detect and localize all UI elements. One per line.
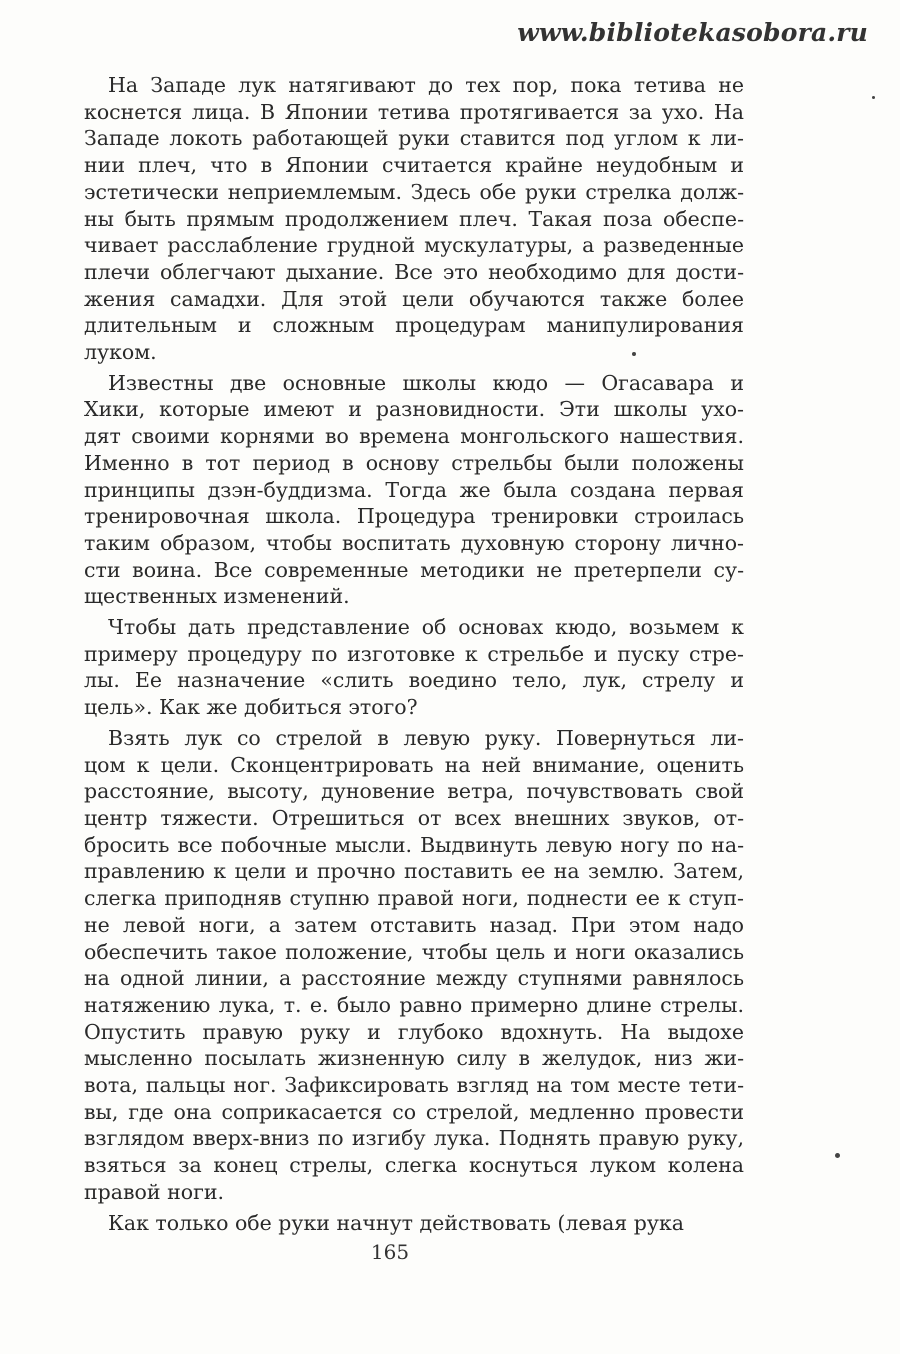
paragraph xyxy=(84,725,744,1206)
text-line: правлению к цели и прочно поставить ее на землю. Затем, xyxy=(84,859,744,884)
text-line: цель». Как же добиться этого? xyxy=(84,695,418,720)
text-line: лы. Ее назначение «слить воедино тело, лук, стрелу и xyxy=(84,668,744,693)
paragraph xyxy=(84,370,744,610)
paragraph xyxy=(84,72,744,366)
text-line: эстетически неприемлемым. Здесь обе руки стрелка долж- xyxy=(84,179,744,204)
scan-speck xyxy=(872,96,875,99)
text-line: плечи облегчают дыхание. Все это необходимо для дости- xyxy=(84,259,744,284)
text-line: цом к цели. Сконцентрировать на ней внимание, оценить xyxy=(84,752,744,777)
text-line: расстояние, высоту, дуновение ветра, почувствовать свой xyxy=(84,779,744,804)
text-line: Как только обе руки начнут действовать (левая рука xyxy=(108,1210,684,1235)
text-line: сти воина. Все современные методики не претерпели су- xyxy=(84,557,744,582)
site-watermark: www.bibliotekasobora.ru xyxy=(517,18,868,47)
text-line: длительным и сложным процедурам манипулирования xyxy=(84,313,744,338)
text-line: принципы дзэн-буддизма. Тогда же была создана первая xyxy=(84,477,744,502)
text-line: бросить все побочные мысли. Выдвинуть левую ногу по на- xyxy=(84,832,744,857)
text-line: мысленно посылать жизненную силу в желудок, низ жи- xyxy=(84,1046,744,1071)
text-line: Известны две основные школы кюдо — Огасавара и xyxy=(108,370,744,395)
text-line: дят своими корнями во времена монгольского нашествия. xyxy=(84,424,744,449)
text-line: Именно в тот период в основу стрельбы были положены xyxy=(84,450,744,475)
text-line: луком. xyxy=(84,340,157,365)
text-line: примеру процедуру по изготовке к стрельбе и пуску стре- xyxy=(84,641,744,666)
text-line: натяжению лука, т. е. было равно примерно длине стрелы. xyxy=(84,992,744,1017)
text-line: слегка приподняв ступню правой ноги, поднести ее к ступ- xyxy=(84,886,744,911)
scan-speck xyxy=(835,1153,840,1158)
text-line: Западе локоть работающей руки ставится под углом к ли- xyxy=(84,126,744,151)
text-line: щественных изменений. xyxy=(84,584,350,609)
text-line: нии плеч, что в Японии считается крайне неудобным и xyxy=(84,153,744,178)
text-line: чивает расслабление грудной мускулатуры, а разведенные xyxy=(84,233,744,258)
text-line: на одной линии, а расстояние между ступнями равнялось xyxy=(84,966,744,991)
text-line: Хики, которые имеют и разновидности. Эти школы ухо- xyxy=(84,397,744,422)
text-line: вота, пальцы ног. Зафиксировать взгляд на том месте тети- xyxy=(84,1073,744,1098)
text-line: тренировочная школа. Процедура тренировки строилась xyxy=(84,504,744,529)
paragraph xyxy=(84,1210,744,1237)
text-line: правой ноги. xyxy=(84,1179,224,1204)
text-line: взяться за конец стрелы, слегка коснуться луком колена xyxy=(84,1153,744,1178)
text-line: взглядом вверх-вниз по изгибу лука. Поднять правую руку, xyxy=(84,1126,744,1151)
scan-speck xyxy=(632,352,636,356)
text-line: Чтобы дать представление об основах кюдо, возьмем к xyxy=(108,615,744,640)
text-line: На Западе лук натягивают до тех пор, пока тетива не xyxy=(108,73,744,97)
text-line: коснется лица. В Японии тетива протягивается за ухо. На xyxy=(84,99,744,124)
paragraph xyxy=(84,614,744,721)
text-line: ны быть прямым продолжением плеч. Такая поза обеспе- xyxy=(84,206,744,231)
text-line: вы, где она соприкасается со стрелой, медленно провести xyxy=(84,1099,744,1124)
text-line: таким образом, чтобы воспитать духовную сторону лично- xyxy=(84,530,744,555)
text-line: Взять лук со стрелой в левую руку. Повернуться ли- xyxy=(108,725,744,750)
text-line: не левой ноги, а затем отставить назад. При этом надо xyxy=(84,912,744,937)
text-line: жения самадхи. Для этой цели обучаются также более xyxy=(84,286,744,311)
page-number: 165 xyxy=(370,1240,410,1264)
text-line: обеспечить такое положение, чтобы цель и ноги оказались xyxy=(84,939,744,964)
body-text xyxy=(84,72,744,1236)
text-line: центр тяжести. Отрешиться от всех внешних звуков, от- xyxy=(84,805,744,830)
text-line: Опустить правую руку и глубоко вдохнуть. На выдохе xyxy=(84,1019,744,1044)
